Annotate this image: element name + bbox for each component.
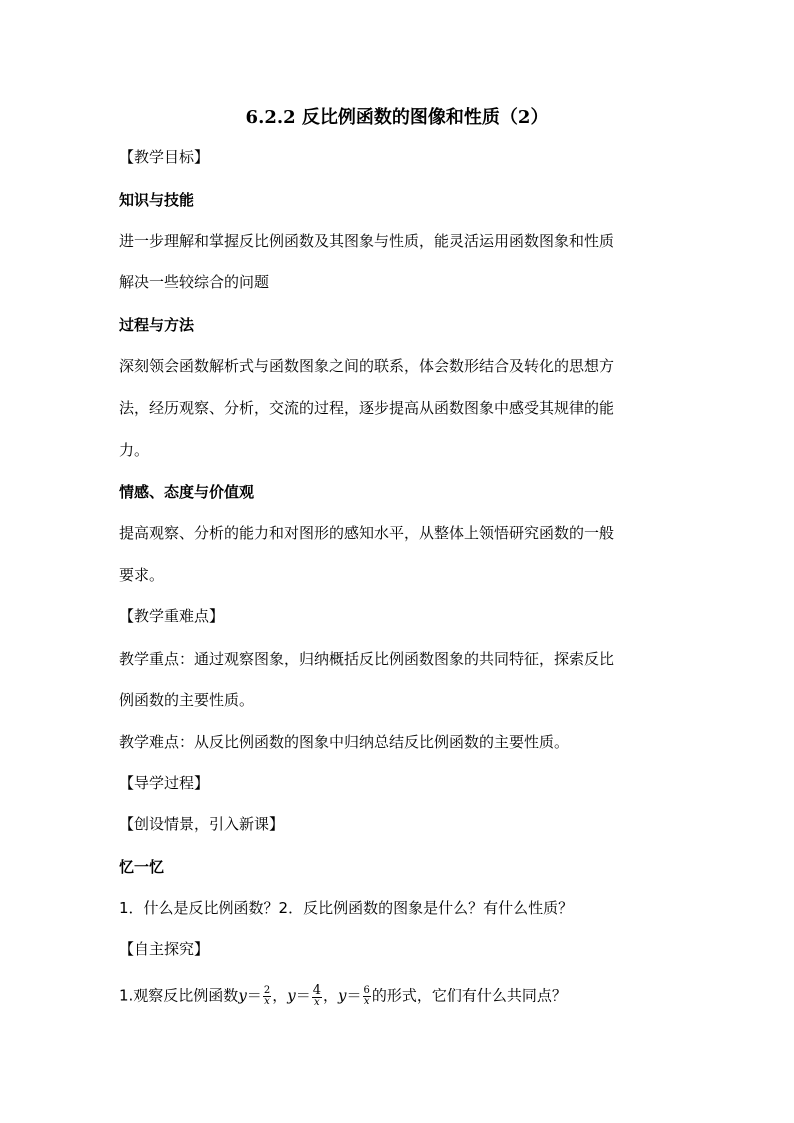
fraction-numerator: 2 bbox=[263, 984, 271, 996]
process-text-line-1: 深刻领会函数解析式与函数图象之间的联系，体会数形结合及转化的思想方 bbox=[119, 357, 615, 375]
formula-eq-1: ＝ bbox=[246, 986, 262, 1005]
explore-question-prefix: 1.观察反比例函数 bbox=[119, 986, 239, 1005]
formula-separator-2: ， bbox=[322, 986, 338, 1005]
emotion-text-line-1: 提高观察、分析的能力和对图形的感知水平，从整体上领悟研究函数的一般 bbox=[119, 524, 615, 542]
explore-question-suffix: 的形式，它们有什么共同点？ bbox=[371, 986, 567, 1005]
key-point-line-2: 例函数的主要性质。 bbox=[119, 691, 255, 709]
fraction-denominator: x bbox=[314, 997, 320, 1008]
intro-header: 【创设情景，引入新课】 bbox=[119, 815, 285, 833]
fraction-denominator: x bbox=[363, 995, 370, 1007]
formula-eq-3: ＝ bbox=[346, 986, 362, 1005]
fraction-2-over-x bbox=[263, 986, 271, 1007]
knowledge-text-line-1: 进一步理解和掌握反比例函数及其图象与性质，能灵活运用函数图象和性质 bbox=[119, 232, 615, 250]
formula-eq-2: ＝ bbox=[295, 986, 311, 1005]
page-title: 6.2.2 反比例函数的图像和性质（2） bbox=[245, 107, 549, 128]
objectives-header: 【教学目标】 bbox=[119, 148, 210, 166]
difficulty-line: 教学难点：从反比例函数的图象中归纳总结反比例函数的主要性质。 bbox=[119, 733, 570, 751]
fraction-numerator: 4 bbox=[312, 983, 321, 998]
process-text-line-3: 力。 bbox=[119, 441, 150, 459]
process-text-line-2: 法，经历观察、分析，交流的过程，逐步提高从函数图象中感受其规律的能 bbox=[119, 399, 615, 417]
formula-y-2: y bbox=[287, 986, 296, 1005]
knowledge-heading: 知识与技能 bbox=[119, 191, 195, 209]
formula-separator-1: ， bbox=[272, 986, 288, 1005]
recall-questions: 1．什么是反比例函数？2．反比例函数的图象是什么？有什么性质？ bbox=[119, 899, 574, 917]
fraction-denominator: x bbox=[264, 995, 270, 1007]
explore-question bbox=[119, 984, 679, 1008]
knowledge-text-line-2: 解决一些较综合的问题 bbox=[119, 273, 270, 291]
fraction-numerator: 6 bbox=[363, 984, 370, 996]
formula-y-3: y bbox=[338, 986, 347, 1005]
process-heading: 过程与方法 bbox=[119, 316, 195, 334]
emotion-heading: 情感、态度与价值观 bbox=[119, 483, 255, 501]
fraction-4-over-x bbox=[312, 984, 322, 1008]
recall-heading: 忆一忆 bbox=[119, 858, 165, 876]
formula-y-1: y bbox=[238, 986, 247, 1005]
guide-header: 【导学过程】 bbox=[119, 774, 210, 792]
key-point-line-1: 教学重点：通过观察图象，归纳概括反比例函数图象的共同特征，探索反比 bbox=[119, 650, 615, 668]
fraction-6-over-x bbox=[363, 986, 371, 1007]
explore-header: 【自主探究】 bbox=[119, 940, 210, 958]
keypoints-header: 【教学重难点】 bbox=[119, 607, 225, 625]
emotion-text-line-2: 要求。 bbox=[119, 566, 165, 584]
